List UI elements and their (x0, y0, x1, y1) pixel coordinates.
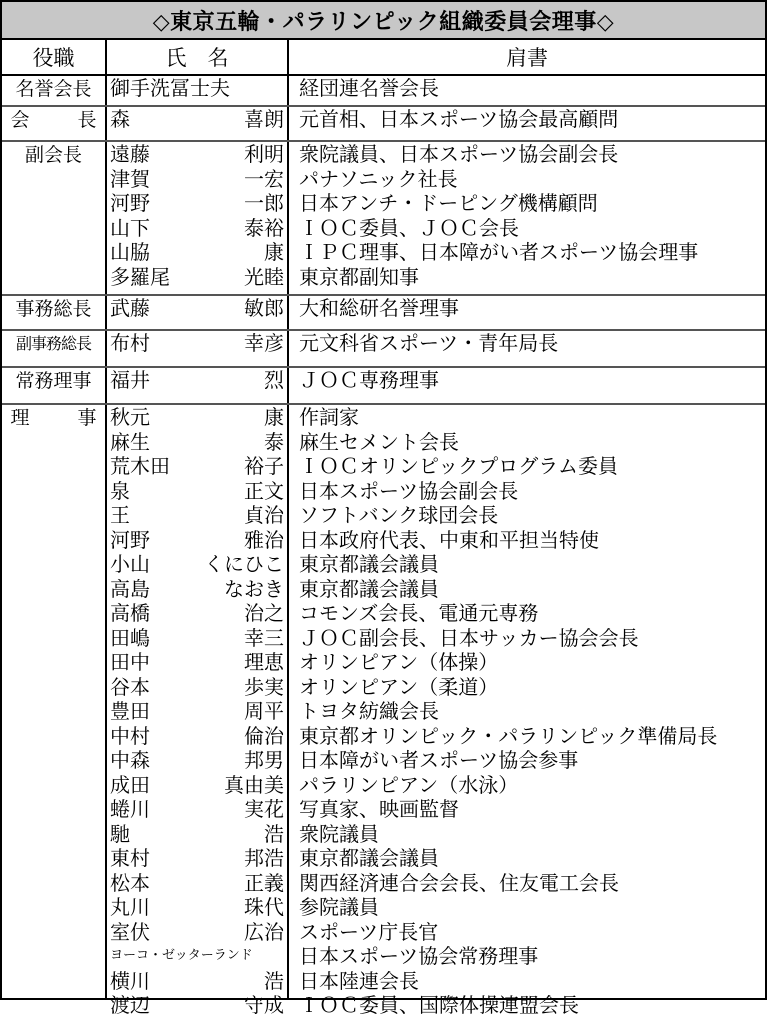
name-row (110, 368, 284, 393)
name-row (110, 552, 284, 577)
title-list (299, 107, 763, 132)
given-name: 幸彦 (244, 331, 284, 355)
family-name: 福井 (110, 368, 150, 392)
title-row: 写真家、映画監督 (299, 797, 459, 821)
family-name: 渡辺 (110, 993, 150, 1017)
given-name: 幸三 (244, 625, 284, 650)
role-label: 名誉会長 (15, 78, 92, 100)
name-row (110, 405, 284, 430)
name-row (110, 577, 284, 602)
name-row (110, 626, 284, 651)
role-label: 常務理事 (15, 370, 92, 392)
name-row (110, 748, 284, 773)
given-name: 利明 (244, 142, 284, 166)
given-name: 周平 (244, 699, 284, 723)
family-name: 丸川 (110, 895, 150, 919)
role-label: 副会長 (24, 144, 82, 166)
table-title: ◇東京五輪・パラリンピック組織委員会理事◇ (2, 2, 765, 40)
family-name: 遠藤 (110, 142, 150, 166)
name-row (110, 944, 284, 969)
family-name: 谷本 (110, 674, 150, 699)
given-name: 康 (264, 240, 284, 264)
family-name: 河野 (110, 527, 150, 552)
title-list (299, 368, 763, 393)
title-row: 東京都オリンピック・パラリンピック準備局長 (299, 723, 718, 748)
given-name: 治之 (244, 601, 284, 625)
name-list (110, 107, 284, 132)
family-name: 荒木田 (110, 454, 170, 478)
name-row (110, 699, 284, 724)
given-name: 実花 (244, 797, 284, 821)
family-name: 馳 (110, 821, 130, 846)
given-name: 浩 (264, 821, 284, 846)
name-row (110, 650, 284, 675)
given-name: 守成 (244, 993, 284, 1017)
family-name: 田中 (110, 650, 150, 674)
title-row: 衆院議員、日本スポーツ協会副会長 (299, 142, 619, 166)
title-row: 麻生セメント会長 (299, 429, 459, 454)
name-row (110, 528, 284, 553)
name-row (110, 503, 284, 528)
name-row (110, 479, 284, 504)
title-row: コモンズ会長、電通元専務 (299, 601, 539, 625)
title-row: 日本スポーツ協会副会長 (299, 478, 519, 503)
family-name: 武藤 (110, 296, 150, 320)
title-row: 日本陸連会長 (299, 968, 419, 993)
family-name: 高島 (110, 576, 150, 601)
given-name: 珠代 (244, 895, 284, 919)
given-name: 広治 (244, 919, 284, 944)
title-row: ソフトバンク球団会長 (299, 503, 499, 527)
title-row: ＩＯＣ委員、国際体操連盟会長 (299, 993, 579, 1017)
title-row: ＩＯＣ委員、ＪＯＣ会長 (299, 215, 519, 240)
name-row (110, 822, 284, 847)
name-row (110, 430, 284, 455)
header-name: 氏 名 (107, 40, 287, 76)
family-name: 東村 (110, 846, 150, 870)
given-name: 裕子 (244, 454, 284, 478)
given-name: 一郎 (244, 191, 284, 215)
name-row (110, 76, 284, 101)
title-row: 東京都議会議員 (299, 576, 439, 601)
name-row (110, 993, 284, 1018)
name-row (110, 216, 284, 241)
title-row: ＪＯＣ副会長、日本サッカー協会会長 (299, 625, 639, 650)
name-row (110, 191, 284, 216)
given-name: 康 (264, 405, 284, 429)
title-row: 日本スポーツ協会常務理事 (299, 944, 539, 968)
family-name: 河野 (110, 191, 150, 215)
title-row: 作詞家 (299, 405, 359, 429)
name-list (110, 296, 284, 321)
family-name: 中村 (110, 723, 150, 748)
given-name: 敏郎 (244, 296, 284, 320)
role-label: 副事務総長 (15, 334, 91, 353)
given-name: 烈 (264, 368, 284, 392)
title-row: ＩＰＣ理事、日本障がい者スポーツ協会理事 (299, 240, 699, 264)
title-row: 関西経済連合会会長、住友電工会長 (299, 870, 619, 895)
title-row: 元文科省スポーツ・青年局長 (299, 331, 559, 355)
title-row: スポーツ庁長官 (299, 919, 439, 944)
name-row (110, 920, 284, 945)
name-row (110, 969, 284, 994)
family-name: 山脇 (110, 240, 150, 264)
given-name: 喜朗 (244, 107, 284, 131)
title-list (299, 296, 763, 321)
name-row (110, 773, 284, 798)
title-row: 経団連名誉会長 (299, 76, 439, 100)
family-name: 王 (110, 503, 130, 527)
family-name: 御手洗冨士夫 (110, 76, 230, 100)
name-row (110, 724, 284, 749)
name-row (110, 331, 284, 356)
column-divider (105, 40, 107, 998)
family-name: 松本 (110, 870, 150, 895)
role-label: 事務総長 (15, 298, 92, 320)
title-row: 大和総研名誉理事 (299, 296, 459, 320)
given-name: 一宏 (244, 166, 284, 191)
family-name: ヨーコ・ゼッターランド (110, 948, 253, 963)
header-role: 役職 (2, 40, 105, 76)
given-name: 正義 (244, 870, 284, 895)
title-list (299, 331, 763, 356)
name-list (110, 142, 284, 289)
column-divider (287, 40, 289, 998)
given-name: 理恵 (244, 650, 284, 674)
title-row: ＪＯＣ専務理事 (299, 368, 439, 392)
name-row (110, 296, 284, 321)
name-row (110, 871, 284, 896)
header-title: 肩書 (289, 40, 765, 76)
family-name: 森 (110, 107, 130, 131)
title-row: トヨタ紡織会長 (299, 699, 439, 723)
family-name: 成田 (110, 772, 150, 797)
name-list (110, 331, 284, 356)
given-name: なおき (224, 576, 284, 601)
family-name: 秋元 (110, 405, 150, 429)
family-name: 高橋 (110, 601, 150, 625)
title-row: オリンピアン（柔道） (299, 674, 499, 699)
name-list (110, 405, 284, 1018)
title-row: 元首相、日本スポーツ協会最高顧問 (299, 107, 619, 131)
title-row: 衆院議員 (299, 821, 379, 846)
role-label: 会 長 (10, 109, 97, 131)
given-name: 歩実 (244, 674, 284, 699)
family-name: 小山 (110, 552, 150, 576)
given-name: くにひこ (204, 552, 284, 576)
name-list (110, 76, 284, 101)
family-name: 豊田 (110, 699, 150, 723)
title-row: 東京都議会議員 (299, 552, 439, 576)
name-row (110, 675, 284, 700)
family-name: 田嶋 (110, 625, 150, 650)
name-row (110, 454, 284, 479)
family-name: 泉 (110, 478, 130, 503)
title-row: パナソニック社長 (299, 166, 458, 191)
given-name: 邦男 (244, 748, 284, 772)
given-name: 浩 (264, 968, 284, 993)
title-row: 日本障がい者スポーツ協会参事 (299, 748, 579, 772)
given-name: 邦浩 (244, 846, 284, 870)
family-name: 室伏 (110, 919, 150, 944)
title-row: オリンピアン（体操） (299, 650, 499, 674)
family-name: 麻生 (110, 429, 150, 454)
title-list (299, 76, 763, 101)
title-row: 東京都議会議員 (299, 846, 439, 870)
name-row (110, 107, 284, 132)
given-name: 泰裕 (244, 215, 284, 240)
family-name: 中森 (110, 748, 150, 772)
title-row: 東京都副知事 (299, 264, 419, 289)
family-name: 横川 (110, 968, 150, 993)
title-row: パラリンピアン（水泳） (299, 772, 519, 797)
name-row (110, 142, 284, 167)
family-name: 布村 (110, 331, 150, 355)
name-row (110, 895, 284, 920)
name-row (110, 265, 284, 290)
given-name: 貞治 (244, 503, 284, 527)
given-name: 真由美 (224, 772, 284, 797)
given-name: 光睦 (244, 264, 284, 289)
given-name: 雅治 (244, 527, 284, 552)
title-row: 日本アンチ・ドーピング機構顧問 (299, 191, 598, 215)
name-row (110, 167, 284, 192)
title-list (299, 405, 763, 1018)
family-name: 津賀 (110, 166, 150, 191)
family-name: 蜷川 (110, 797, 150, 821)
given-name: 正文 (244, 478, 284, 503)
title-row: ＩＯＣオリンピックプログラム委員 (299, 454, 618, 478)
title-row: 日本政府代表、中東和平担当特使 (299, 527, 599, 552)
name-row (110, 601, 284, 626)
family-name: 山下 (110, 215, 150, 240)
title-row: 参院議員 (299, 895, 379, 919)
name-row (110, 240, 284, 265)
title-list (299, 142, 763, 289)
given-name: 倫治 (244, 723, 284, 748)
name-row (110, 797, 284, 822)
role-label: 理 事 (10, 407, 97, 429)
given-name: 泰 (264, 429, 284, 454)
name-row (110, 846, 284, 871)
name-list (110, 368, 284, 393)
family-name: 多羅尾 (110, 264, 170, 289)
